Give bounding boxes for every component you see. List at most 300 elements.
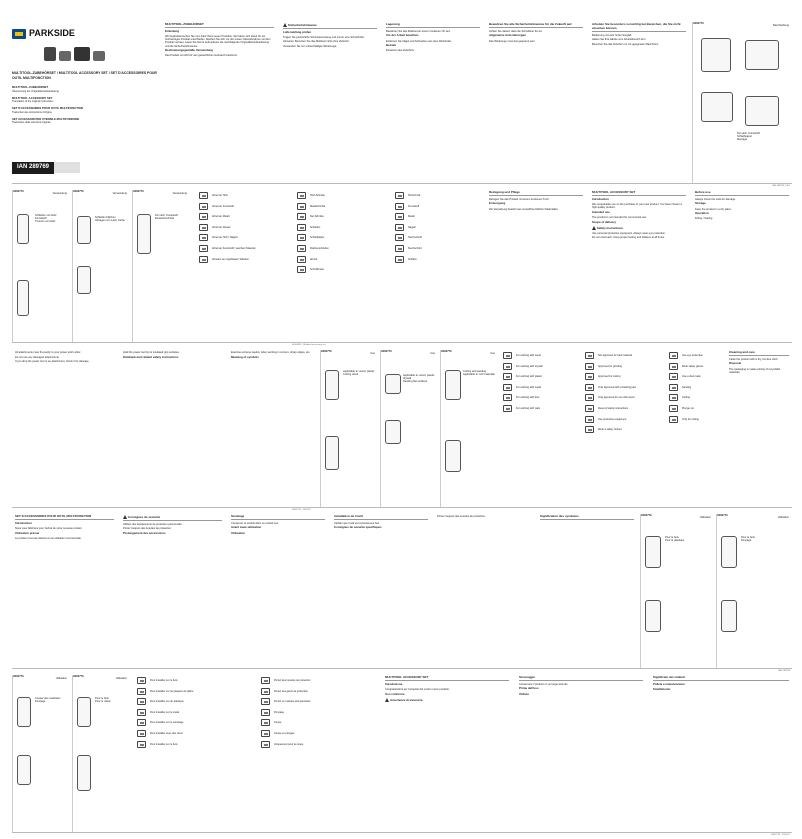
figure-code: H302779: [717, 514, 728, 517]
figure-title: Utilisation: [777, 516, 789, 519]
paragraph: Reinigen Sie das Produkt mit einem trockenen Tuch.: [489, 197, 550, 201]
page-footer-id: H302779 · 2018-07: [292, 509, 311, 512]
paragraph: Tragen Sie persönliche Schutzausrüstung und immer eine Schutzbrille.: [283, 35, 365, 39]
symbol-item: Coupe en plongée: [261, 730, 375, 737]
symbol-item: Uniquement pour la coupe: [261, 741, 375, 748]
column-heading: Reinigung und Pflege: [489, 191, 583, 196]
blade-sketch: [721, 536, 737, 568]
symbol-item: Arbeit an Metall: [199, 213, 289, 220]
scraper-icon: [74, 47, 90, 61]
en-column-2: [692, 190, 792, 342]
figure-title: Verwendung: [112, 192, 127, 195]
figure-panel: [640, 514, 714, 668]
symbol-item: Holz-Schnitte: [297, 192, 387, 199]
figure-panel: [72, 675, 130, 832]
figure-panel: [12, 675, 70, 832]
figure-panel: [716, 514, 792, 668]
symbol-item: Schnittbreite: [297, 266, 387, 273]
figure-code: H302779: [13, 675, 24, 678]
gloves-icon: [669, 363, 678, 370]
paragraph: Achten Sie darauf, dass die Schnittlinie frei ist.: [489, 29, 543, 33]
section-heading: Utilisation prévue: [15, 530, 40, 535]
symbol-item: Flächenschleifen: [297, 245, 387, 252]
reset-icon: [585, 405, 594, 412]
blade-sketch: [77, 266, 91, 294]
saw-blade-icon: [44, 47, 56, 61]
figure-title: Beschreibung: [773, 24, 789, 27]
tile-icon: [503, 394, 512, 401]
symbol-item: Coupe: [261, 719, 375, 726]
column-heading: MULTITOOL ACCESSORY SET: [592, 191, 686, 196]
figure-code: H302779: [693, 22, 704, 25]
manual-page-2: [12, 190, 792, 347]
page-footer-id: HG04426 · Multitool accessory set: [292, 344, 326, 347]
section-heading: Lieferumfang prüfen: [283, 29, 312, 34]
symbol-item: Holzschnitt: [395, 192, 481, 199]
manual-page-1: [12, 22, 792, 188]
section-heading: Meaning of symbols: [231, 354, 259, 359]
page-footer-id: H302779 · 2018-07: [771, 834, 790, 837]
blade-sketch: [325, 370, 339, 400]
language-item: MULTITOOL-ZUBEHÖRSET Übersetzung der Originalbetriebsanleitung: [12, 85, 59, 93]
page-footer-id: IAN 289769: [778, 670, 790, 673]
paragraph: Hold the power tool by its insulated grip surfaces.: [123, 351, 180, 354]
sanding-pad-icon: [59, 51, 71, 61]
symbol-item: Only approved for use with wood: [585, 394, 661, 401]
cutting-icon: [669, 394, 678, 401]
section-heading: Bestimmungsgemäße Verwendung: [165, 48, 214, 53]
blade-sketch: [77, 755, 91, 791]
figure-panel: [440, 350, 498, 507]
tile-icon: [199, 224, 208, 231]
protective-equipment-icon: [585, 416, 594, 423]
en-column-1: [589, 190, 689, 342]
paragraph: Bedienung mit sehr hoher Sorgfalt: [592, 33, 632, 37]
figure-code: H302779: [133, 190, 144, 193]
blade-sketch: [645, 536, 661, 568]
en-column-3: [12, 350, 117, 507]
figure-notes: Pour le bois Ponçage: [741, 536, 755, 543]
section-heading: Entsorgung: [489, 201, 506, 206]
column-heading: Installation de l'outil: [334, 515, 428, 520]
cutting-icon: [261, 719, 270, 726]
figure-title: Use: [370, 352, 375, 355]
symbol-item: Schlitze: [395, 256, 481, 263]
brand-name: PARKSIDE: [29, 28, 75, 38]
plunge-blade-icon: [93, 51, 105, 61]
soft-material-icon: [199, 245, 208, 252]
wood-icon: [137, 677, 146, 684]
slot-icon: [395, 256, 404, 263]
figure-title: Utilisation: [699, 516, 711, 519]
cutting-icon: [585, 373, 594, 380]
paragraph: Bewahren Sie das Multitool an einem trockenen Ort auf.: [386, 29, 451, 33]
symbol-item: Nut-Schnitte: [297, 213, 387, 220]
column-heading: Significato dei simboli: [653, 676, 789, 681]
paragraph: Verwenden Sie nur unbeschädigte Werkzeuge.: [283, 44, 338, 48]
plastic-icon: [395, 203, 404, 210]
paragraph: Le produit n'est pas destiné à une utilisation commerciale.: [15, 536, 82, 540]
accessory-sketch: [701, 38, 731, 72]
plunge-cut-icon: [395, 234, 404, 241]
paragraph: Nous vous félicitons pour l'achat de votre nouveau produit.: [15, 526, 83, 530]
de-column-2: [280, 22, 380, 183]
metal-icon: [503, 384, 512, 391]
symbol-item: For working with tiles: [503, 394, 577, 401]
fr-column-3: [228, 514, 328, 668]
symbol-item: Arbeit an Kunststoff / weichem Material: [199, 245, 289, 252]
plunge-cut-icon: [261, 730, 270, 737]
manual-page-4: [12, 514, 792, 673]
symbol-item: Kunststoff: [395, 203, 481, 210]
paragraph: Entfernen Sie Nägel und Schrauben aus dem Werkstück.: [386, 39, 452, 43]
symbol-item: Metallschnitte: [297, 203, 387, 210]
sanding-pad-sketch: [385, 374, 401, 394]
column-heading: SET D'ACCESSOIRES POUR OUTIL MULTIFONCTION: [15, 515, 114, 520]
symbol-item: Pour travailler sur le bois: [137, 677, 251, 684]
symbol-item: Wear a safety helmet: [585, 426, 661, 433]
blade-sketch: [17, 697, 31, 727]
symbol-item: Portez des lunettes de protection: [261, 677, 375, 684]
figure-code: H302779: [321, 350, 332, 353]
plunge-cut-icon: [669, 405, 678, 412]
paragraph: Hinweise: Benutzen Sie das Multitool nicht ohne Zubehör.: [283, 40, 350, 44]
symbol-item: Plunge cut: [669, 405, 721, 412]
section-heading: Intended use: [592, 209, 610, 214]
section-heading: Kickback and related safety instructions: [123, 354, 179, 359]
symbol-item: Use protective equipment: [585, 416, 661, 423]
column-heading: Sicherheitshinweise: [283, 23, 377, 29]
paragraph: We congratulate you on the purchase of your new product. You have chosen a high-quality product.: [592, 202, 682, 210]
figure-notes: Pour le bois Pour le plastique: [665, 536, 685, 543]
sanding-icon: [261, 709, 270, 716]
paragraph: Do not use any damaged attachments.: [15, 355, 60, 359]
figure-notes: Applicable to: wood, plastic Cutting wood: [343, 370, 375, 377]
column-heading: Signification des symboles: [540, 515, 634, 520]
section-heading: Utilisation: [231, 530, 245, 535]
section-heading: Operation: [695, 211, 709, 216]
page-footer-id: IAN 289769_1901: [772, 185, 790, 188]
symbol-item: Schleifpapier: [297, 234, 387, 241]
it-column-3: [650, 675, 792, 832]
figure-notes: Pour le bois Pour le métal: [95, 697, 111, 704]
section-heading: Disposal: [729, 361, 742, 366]
abrasion-icon: [297, 256, 306, 263]
paragraph: Do not overreach. Keep proper footing and balance at all times.: [592, 236, 665, 240]
symbol-item: Metall: [395, 213, 481, 220]
paragraph: If you drop the power tool or an attachment, check it for damage.: [15, 360, 90, 364]
product-images: [44, 47, 162, 61]
paragraph: The product is not intended for commercial use.: [592, 215, 647, 219]
section-heading: Avant toute utilisation: [231, 525, 262, 530]
metal-icon: [137, 709, 146, 716]
column-heading: Cleaning and care: [729, 351, 789, 356]
symbol-list: [196, 190, 292, 342]
nail-icon: [199, 234, 208, 241]
section-heading: Introduction: [15, 520, 32, 525]
section-heading: Betrieb: [386, 43, 396, 48]
figure-title: Utilisation: [55, 677, 67, 680]
figure-title: Use: [490, 352, 495, 355]
blade-sketch: [445, 370, 461, 400]
symbol-item: Pour travailler sur le métal: [137, 709, 251, 716]
symbol-item: Arbeiten an ungefliesten Wänden: [199, 256, 289, 263]
drywall-icon: [137, 688, 146, 695]
wood-cut-icon: [297, 192, 306, 199]
paragraph: The packaging is made entirely of recyclable materials.: [729, 367, 781, 374]
cut-width-icon: [297, 266, 306, 273]
en-column-4: [120, 350, 225, 507]
figure-notes: Couper des matériaux Ponçage: [35, 697, 61, 704]
metal-icon: [395, 213, 404, 220]
scraper-sketch: [385, 420, 401, 444]
wall-icon: [199, 256, 208, 263]
paragraph: Vérifiez que l'outil est correctement fixé.: [334, 521, 380, 525]
paragraph: Benutzen Sie das Zubehör nur mit geeigneten Maschinen.: [592, 42, 659, 46]
sanding-icon: [669, 384, 678, 391]
figure-panel: [320, 350, 378, 507]
plastic-icon: [503, 373, 512, 380]
section-heading: Prima dell'uso: [519, 686, 539, 691]
symbol-list: [500, 350, 580, 507]
fr-column-5: [434, 514, 534, 668]
backing-pad-icon: [585, 384, 594, 391]
wood-cut-icon: [395, 192, 404, 199]
gloves-icon: [261, 688, 270, 695]
plastic-icon: [199, 203, 208, 210]
en-column-5: [228, 350, 318, 507]
section-heading: Storage: [695, 201, 706, 206]
accessory-sketch: [701, 92, 733, 122]
fr-column-6: [537, 514, 637, 668]
paragraph: Das Werkzeug muss fest gespannt sein.: [489, 39, 536, 43]
de-column-5: [589, 22, 689, 183]
de-care-column: [486, 190, 586, 342]
figure-panel: [132, 190, 190, 342]
cut-only-icon: [669, 416, 678, 423]
symbol-item: Sanding: [669, 384, 721, 391]
column-heading: Before use: [695, 191, 789, 196]
symbol-list: [392, 190, 484, 342]
nail-icon: [137, 730, 146, 737]
column-heading: Lagerung: [386, 23, 480, 28]
symbol-item: Schleifen: [297, 224, 387, 231]
cut-only-icon: [261, 741, 270, 748]
section-heading: Avvertenze di sicurezza: [385, 698, 509, 702]
paragraph: Congratulazioni per l'acquisto del vostro nuovo prodotto.: [385, 687, 450, 691]
fr-column-4: [331, 514, 431, 668]
eye-protection-icon: [261, 677, 270, 684]
figure-code: H302779: [381, 350, 392, 353]
language-item: SET ACCESSORI PER UTENSILE MULTIFUNZIONE Traduzione delle istruzioni originali: [12, 116, 80, 125]
dust-mask-icon: [261, 698, 270, 705]
column-heading: Arbeiten Sie besonders vorsichtig bei Bereichen, die Sie nicht einsehen können.: [592, 23, 686, 32]
paragraph: Portez toujours des lunettes de protection.: [123, 527, 172, 531]
paragraph: Use personal protective equipment. Always wear eye protection.: [592, 231, 666, 235]
symbol-item: Only for cutting: [669, 416, 721, 423]
wood-icon: [199, 192, 208, 199]
blade-sketch: [445, 440, 461, 472]
section-heading: Safety instructions: [592, 226, 686, 230]
paragraph: Halten Sie Ihre Hände vom Arbeitsbereich fern.: [592, 38, 647, 42]
eye-protection-icon: [669, 352, 678, 359]
figure-title: Verwendung: [172, 192, 187, 195]
paragraph: Clean the product with a dry, lint-free cloth.: [729, 357, 779, 361]
ian-number: IAN 289769: [12, 162, 54, 174]
figure-code: H302779: [441, 350, 452, 353]
symbol-item: For working with metal: [503, 384, 577, 391]
wood-icon: [137, 741, 146, 748]
language-item: SET D'ACCESSOIRES POUR OUTIL MULTIFONCTION Traduction des instructions d'origine: [12, 106, 83, 114]
ian-badge: [12, 162, 80, 174]
paragraph: Conservare il prodotto in un luogo asciutto.: [519, 682, 569, 686]
symbol-list: [582, 350, 664, 507]
figure-notes: Für Holz, Kunststoff Eintauchschnitte: [155, 214, 178, 221]
section-heading: Utilizzo: [519, 691, 530, 696]
column-heading: Bewahren Sie alle Sicherheitshinweise für die Zukunft auf.: [489, 23, 583, 28]
symbol-item: Portez un masque anti-poussière: [261, 698, 375, 705]
paragraph: Exercise extreme caution when working in corners, sharp edges, etc.: [231, 351, 311, 354]
figure-notes: Cutting and sanding Applicable to: soft materials: [463, 370, 495, 377]
blade-sketch: [17, 755, 31, 785]
symbol-item: Pour travailler sur les plaques de plâtre: [137, 688, 251, 695]
blade-sketch: [17, 280, 29, 316]
figure-code: H302779: [73, 190, 84, 193]
section-heading: Introduction: [592, 196, 609, 201]
symbol-item: Only approved with a backing pad: [585, 384, 661, 391]
nail-icon: [503, 405, 512, 412]
symbol-item: Arbeit an Fliesen: [199, 224, 289, 231]
warning-icon: [385, 698, 389, 702]
symbol-item: Stechschnitt: [395, 245, 481, 252]
column-heading: Stockage: [231, 515, 325, 520]
symbol-item: For working with nails: [503, 405, 577, 412]
column-heading: Consignes de sécurité: [123, 515, 222, 521]
figure-notes: Schleifen Flächen Abtragen von Lack, Farbe: [95, 216, 125, 223]
manual-page-3: [12, 350, 792, 512]
symbol-list: [258, 675, 378, 832]
symbol-list: [294, 190, 390, 342]
de-column-3: [383, 22, 483, 183]
drywall-icon: [503, 363, 512, 370]
paragraph: Die Verpackung besteht aus umweltfreundlichen Materialien.: [489, 207, 559, 211]
section-heading: Pulizia e manutenzione: [653, 681, 685, 686]
it-column-2: [516, 675, 646, 832]
section-heading: Prolongement des accessoires: [123, 530, 166, 535]
symbol-item: Reset of safety instructions: [585, 405, 661, 412]
paragraph: Utilisez des équipements de protection personnelle.: [123, 522, 183, 526]
section-heading: Introduzione: [385, 681, 403, 686]
fr-column-2: [120, 514, 225, 668]
symbol-item: Arbeit an Holz: [199, 192, 289, 199]
blade-sketch: [17, 214, 29, 244]
paragraph: Conservez le produit dans un endroit sec.: [231, 521, 279, 525]
nail-icon: [395, 224, 404, 231]
it-column-1: [382, 675, 512, 832]
section-heading: Einleitung: [165, 28, 179, 33]
blade-sketch: [721, 600, 737, 632]
symbol-list: [666, 350, 724, 507]
symbol-item: Ponçage: [261, 709, 375, 716]
symbol-item: Cutting: [669, 394, 721, 401]
sandpaper-icon: [297, 234, 306, 241]
section-heading: Smaltimento: [653, 686, 671, 691]
no-hard-material-icon: [585, 352, 594, 359]
figure-title: Use: [430, 352, 435, 355]
ian-side-bar: [54, 162, 80, 173]
groove-cut-icon: [297, 213, 306, 220]
fr-column-1: [12, 514, 117, 668]
blade-sketch: [325, 436, 339, 470]
symbol-item: For working with wood: [503, 352, 577, 359]
figure-code: H302779: [641, 514, 652, 517]
accessory-sketch: [745, 96, 779, 126]
blade-sketch: [645, 600, 661, 632]
symbol-item: Pour travailler sur du plastique: [137, 698, 251, 705]
figure-title: Verwendung: [52, 192, 67, 195]
language-list: [12, 86, 162, 124]
symbol-item: For working with plastic: [503, 373, 577, 380]
paragraph: Einsetzen des Zubehörs: [386, 49, 414, 53]
figure-notes: Schleifen von Holz, Kunststoff Trennen von Holz: [35, 214, 58, 224]
blade-sketch: [137, 214, 151, 254]
surface-sanding-icon: [297, 245, 306, 252]
section-heading: Vor der Arbeit beachten: [386, 33, 419, 38]
section-heading: Allgemeine Anforderungen: [489, 33, 526, 38]
wood-only-icon: [585, 394, 594, 401]
paragraph: Das Produkt ist nicht für den gewerblichen Gebrauch bestimmt.: [165, 54, 238, 58]
stab-cut-icon: [395, 245, 404, 252]
figure-panel: [380, 350, 438, 507]
symbol-item: Use a dust mask: [669, 373, 721, 380]
metal-cut-icon: [297, 203, 306, 210]
symbol-item: Portez des gants de protection: [261, 688, 375, 695]
figure-notes: Applicable to: wood, plastic, drywall Sanding flat surfaces: [403, 374, 436, 384]
column-heading: MULTITOOL-ZUBEHÖRSET: [165, 23, 274, 28]
wood-icon: [503, 352, 512, 359]
figure-panel: [12, 190, 70, 342]
symbol-item: Approved for cutting: [585, 373, 661, 380]
symbol-item: For working with drywall: [503, 363, 577, 370]
symbol-item: Approved for grinding: [585, 363, 661, 370]
warning-icon: [592, 226, 596, 230]
column-heading: Stoccaggio: [519, 676, 643, 681]
sanding-icon: [297, 224, 306, 231]
symbol-item: Abrieb: [297, 256, 387, 263]
language-item: MULTITOOL ACCESSORY SET Translation of the original instructions: [12, 95, 54, 104]
dust-mask-icon: [669, 373, 678, 380]
symbol-item: Tauchschnitt: [395, 234, 481, 241]
blade-sketch: [77, 697, 91, 727]
metal-icon: [199, 213, 208, 220]
symbol-item: Arbeit an Holz / Nägeln: [199, 234, 289, 241]
cover-panel: [12, 28, 162, 178]
symbol-item: Pour travailler sur le bois: [137, 741, 251, 748]
de-column-4: [486, 22, 586, 183]
plastic-icon: [137, 698, 146, 705]
symbol-item: Not approved for hard material: [585, 352, 661, 359]
figure-title: Utilisation: [115, 677, 127, 680]
figure-code: H302779: [73, 675, 84, 678]
parkside-logo-icon: [12, 29, 26, 39]
paragraph: Always check the tools for damage.: [695, 197, 736, 201]
section-heading: Scope of delivery: [592, 219, 616, 224]
en-care-column: [726, 350, 792, 507]
symbol-list: [134, 675, 254, 832]
symbol-item: Pour travailler avec des clous: [137, 730, 251, 737]
manual-page-5: [12, 675, 792, 837]
accessory-sketch: [745, 40, 779, 70]
